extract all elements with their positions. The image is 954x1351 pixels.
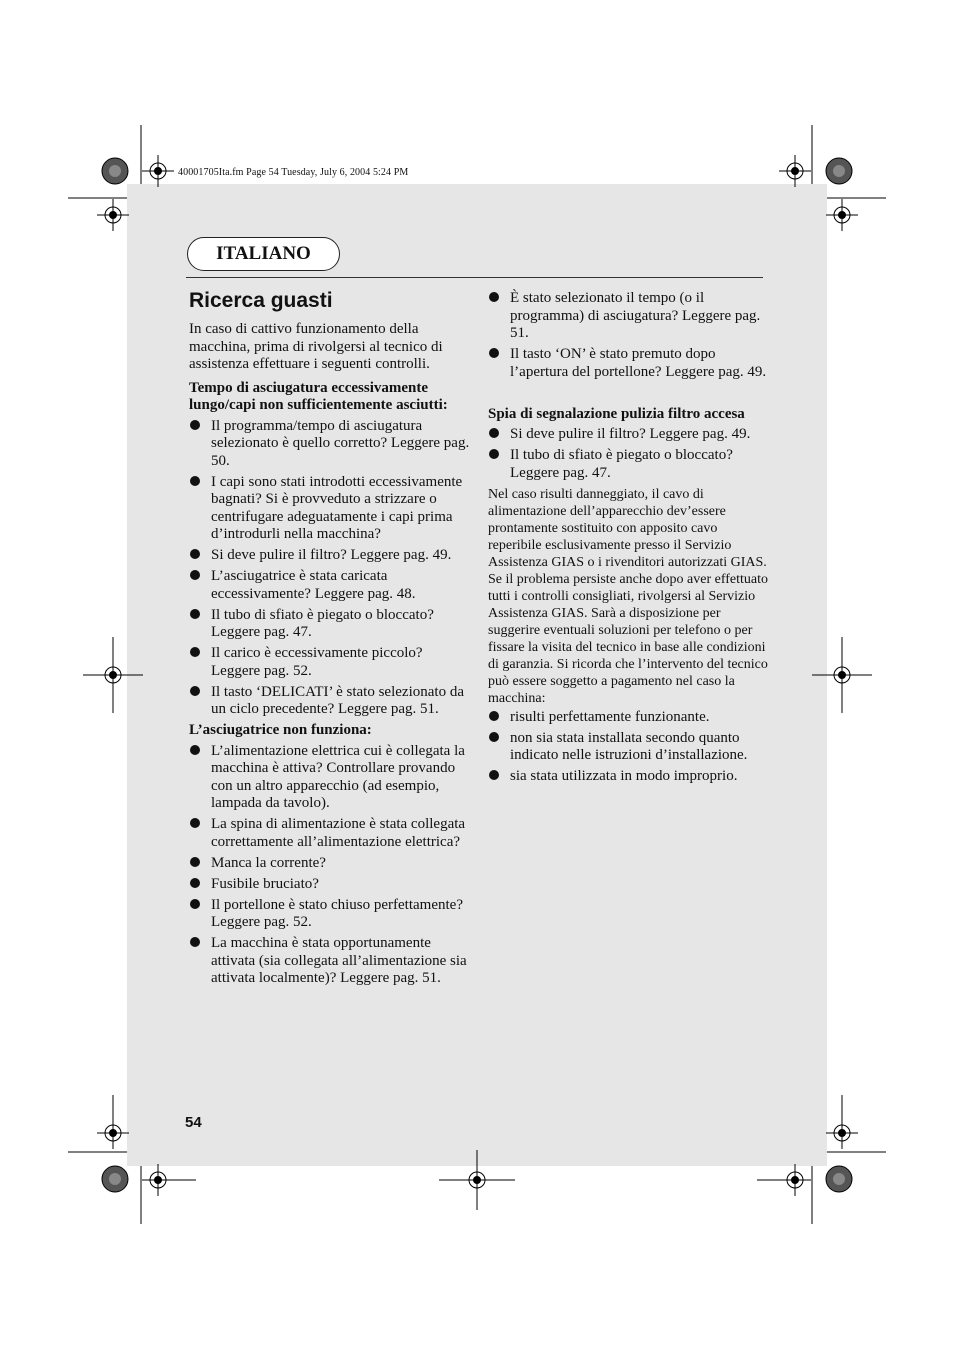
bullet-icon — [190, 476, 200, 486]
list-filter-light — [488, 426, 770, 482]
list-item: Il tubo di sfiato è piegato o bloccato? Leggere pag. 47. — [189, 607, 471, 642]
list-item: Fusibile bruciato? — [189, 876, 471, 894]
list-item: Il tasto ‘DELICATI’ è stato selezionato da un ciclo precedente? Leggere pag. 51. — [189, 684, 471, 719]
bullet-icon — [190, 609, 200, 619]
bullet-icon — [190, 570, 200, 580]
bullet-icon — [190, 857, 200, 867]
language-tab: ITALIANO — [187, 237, 340, 271]
list-item: sia stata utilizzata in modo improprio. — [488, 768, 770, 786]
bullet-icon — [489, 292, 499, 302]
right-column — [488, 290, 770, 789]
bullet-icon — [190, 745, 200, 755]
page-number: 54 — [185, 1114, 202, 1131]
list-chargeable-cases — [488, 709, 770, 786]
list-not-working — [189, 743, 471, 988]
list-item: risulti perfettamente funzionante. — [488, 709, 770, 727]
list-item: non sia stata installata secondo quanto indicato nelle istruzioni d’installazione. — [488, 730, 770, 765]
list-item: È stato selezionato il tempo (o il programma) di asciugatura? Leggere pag. 51. — [488, 290, 770, 343]
list-item: Si deve pulire il filtro? Leggere pag. 49. — [189, 547, 471, 565]
list-item: Il tubo di sfiato è piegato o bloccato? Leggere pag. 47. — [488, 447, 770, 482]
bullet-icon — [489, 348, 499, 358]
list-item: Il portellone è stato chiuso perfettamente? Leggere pag. 52. — [189, 897, 471, 932]
list-item: L’alimentazione elettrica cui è collegata la macchina è attiva? Controllare provando con un altro apparecchio (ad esempio, lampada da tavolo). — [189, 743, 471, 813]
bullet-icon — [489, 428, 499, 438]
spacer — [488, 385, 770, 406]
list-item: La macchina è stata opportunamente attivata (sia collegata all’alimentazione sia attivata localmente)? Leggere pag. 51. — [189, 935, 471, 988]
bullet-icon — [190, 899, 200, 909]
bullet-icon — [190, 937, 200, 947]
page-title: Ricerca guasti — [189, 289, 333, 312]
list-item: La spina di alimentazione è stata collegata correttamente all’alimentazione elettrica? — [189, 816, 471, 851]
print-file-info: 40001705Ita.fm Page 54 Tuesday, July 6, 2004 5:24 PM — [178, 167, 409, 178]
list-item: Si deve pulire il filtro? Leggere pag. 49. — [488, 426, 770, 444]
bullet-icon — [190, 420, 200, 430]
bullet-icon — [190, 878, 200, 888]
bullet-icon — [489, 770, 499, 780]
cable-note: Nel caso risulti danneggiato, il cavo di alimentazione dell’apparecchio dev’essere prontamente sostituito con apposito cavo reperibile esclusivamente presso il Servizio Assistenza GIAS o i rivenditori autorizzati GIAS. — [488, 486, 767, 570]
intro-text: In caso di cattivo funzionamento della macchina, prima di rivolgersi al tecnico di assistenza effettuare i seguenti controlli. — [189, 321, 443, 372]
bullet-icon — [489, 711, 499, 721]
list-continued — [488, 290, 770, 381]
persist-note: Se il problema persiste anche dopo aver effettuato tutti i controlli consigliati, rivolgersi al Servizio Assistenza GIAS. Sarà a disposizione per suggerire eventuali soluzioni per telefono o per fissare la visita del tecnico in base alle condizioni di garanzia. Si ricorda che l’intervento del tecnico può essere soggetto a pagamento nel caso la macchina: — [488, 571, 769, 706]
list-item: Il tasto ‘ON’ è stato premuto dopo l’apertura del portellone? Leggere pag. 49. — [488, 346, 770, 381]
bullet-icon — [489, 449, 499, 459]
section-heading-filter-light: Spia di segnalazione pulizia filtro accesa — [488, 405, 745, 422]
list-drying-time — [189, 418, 471, 719]
bullet-icon — [190, 647, 200, 657]
left-column — [189, 288, 471, 991]
list-item: Manca la corrente? — [189, 855, 471, 873]
list-item: I capi sono stati introdotti eccessivamente bagnati? Si è provveduto a strizzare o centrifugare adeguatamente i capi prima d’introdurli nella macchina? — [189, 474, 471, 544]
bullet-icon — [190, 549, 200, 559]
list-item: Il programma/tempo di asciugatura selezionato è quello corretto? Leggere pag. 50. — [189, 418, 471, 471]
bullet-icon — [489, 732, 499, 742]
bullet-icon — [190, 818, 200, 828]
bullet-icon — [190, 686, 200, 696]
list-item: L’asciugatrice è stata caricata eccessivamente? Leggere pag. 48. — [189, 568, 471, 603]
header-rule — [186, 277, 763, 278]
section-heading-drying-time: Tempo di asciugatura eccessivamente lungo/capi non sufficientemente asciutti: — [189, 379, 448, 413]
section-heading-not-working: L’asciugatrice non funziona: — [189, 722, 372, 738]
list-item: Il carico è eccessivamente piccolo? Leggere pag. 52. — [189, 645, 471, 680]
